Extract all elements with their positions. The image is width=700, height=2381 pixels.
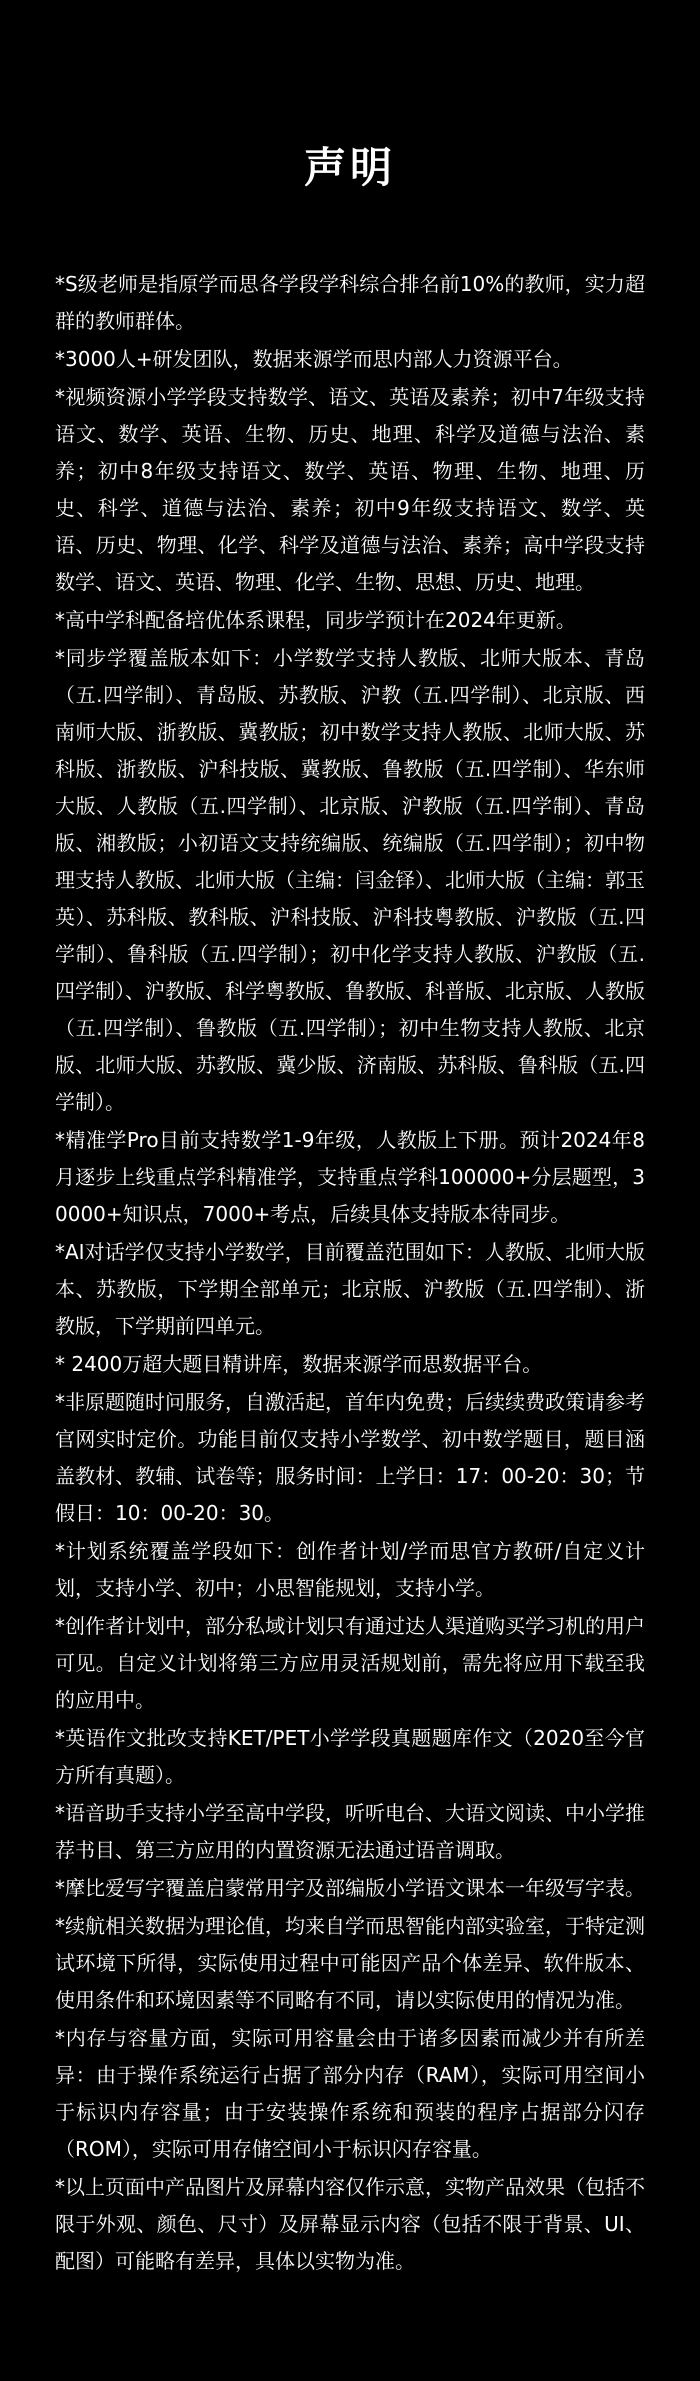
disclaimer-item: *同步学覆盖版本如下：小学数学支持人教版、北师大版本、青岛（五.四学制）、青岛版、苏教版、沪教（五.四学制）、北京版、西南师大版、浙教版、冀教版；初中数学支持人教版、北师大版、苏科版、浙教版、沪科技版、冀教版、鲁教版（五.四学制）、华东师大版、人教版（五.四学制）、北京版、沪教版（五.四学制）、青岛版、湘教版；小初语文支持统编版、统编版（五.四学制）；初中物理支持人教版、北师大版（主编：闫金铎）、北师大版（主编：郭玉英）、苏科版、教科版、沪科技版、沪科技粤教版、沪教版（五.四学制）、鲁科版（五.四学制）；初中化学支持人教版、沪教版（五.四学制）、沪教版、科学粤教版、鲁教版、科普版、北京版、人教版（五.四学制）、鲁教版（五.四学制）；初中生物支持人教版、北京版、北师大版、苏教版、冀少版、济南版、苏科版、鲁科版（五.四学制）。 (55, 646, 645, 1114)
disclaimer-item: *语音助手支持小学至高中学段，听听电台、大语文阅读、中小学推荐书目、第三方应用的内置资源无法通过语音调取。 (55, 1801, 645, 1862)
page-title: 声明 (303, 143, 396, 192)
disclaimer-item: *视频资源小学学段支持数学、语文、英语及素养；初中7年级支持语文、数学、英语、生物、历史、地理、科学及道德与法治、素养；初中8年级支持语文、数学、英语、物理、生物、地理、历史、科学、道德与法治、素养；初中9年级支持语文、数学、英语、历史、物理、化学、科学及道德与法治、素养；高中学段支持数学、语文、英语、物理、化学、生物、思想、历史、地理。 (55, 385, 645, 594)
disclaimer-item: *内存与容量方面，实际可用容量会由于诸多因素而减少并有所差异：由于操作系统运行占据了部分内存（RAM），实际可用空间小于标识内存容量；由于安装操作系统和预装的程序占据部分闪存（ROM），实际可用存储空间小于标识闪存容量。 (55, 2026, 645, 2161)
disclaimer-item: *英语作文批改支持KET/PET小学学段真题题库作文（2020至今官方所有真题）。 (55, 1726, 645, 1787)
disclaimer-item: *精准学Pro目前支持数学1-9年级，人教版上下册。预计2024年8月逐步上线重点学科精准学，支持重点学科100000+分层题型，30000+知识点，7000+考点，后续具体支持版本待同步。 (55, 1128, 645, 1226)
disclaimer-item: *高中学科配备培优体系课程，同步学预计在2024年更新。 (55, 608, 576, 632)
disclaimer-item: *摩比爱写字覆盖启蒙常用字及部编版小学语文课本一年级写字表。 (55, 1876, 645, 1900)
disclaimer-item: *S级老师是指原学而思各学段学科综合排名前10%的教师，实力超群的教师群体。 (55, 272, 645, 333)
disclaimer-item: *AI对话学仅支持小学数学，目前覆盖范围如下：人教版、北师大版本、苏教版，下学期全部单元；北京版、沪教版（五.四学制）、浙教版，下学期前四单元。 (55, 1240, 645, 1338)
disclaimer-item: * 2400万超大题目精讲库，数据来源学而思数据平台。 (55, 1352, 543, 1376)
disclaimer-item: *以上页面中产品图片及屏幕内容仅作示意，实物产品效果（包括不限于外观、颜色、尺寸）及屏幕显示内容（包括不限于背景、UI、配图）可能略有差异，具体以实物为准。 (55, 2175, 645, 2273)
disclaimer-item: *非原题随时问服务，自激活起，首年内免费；后续续费政策请参考官网实时定价。功能目前仅支持小学数学、初中数学题目，题目涵盖教材、教辅、试卷等；服务时间：上学日：17：00-20：30；节假日：10：00-20：30。 (55, 1390, 645, 1525)
disclaimer-list (55, 266, 645, 2280)
disclaimer-item: *续航相关数据为理论值，均来自学而思智能内部实验室，于特定测试环境下所得，实际使用过程中可能因产品个体差异、软件版本、使用条件和环境因素等不同略有不同，请以实际使用的情况为准。 (55, 1914, 645, 2012)
disclaimer-item: *创作者计划中，部分私域计划只有通过达人渠道购买学习机的用户可见。自定义计划将第三方应用灵活规划前，需先将应用下载至我的应用中。 (55, 1614, 645, 1712)
disclaimer-item: *计划系统覆盖学段如下：创作者计划/学而思官方教研/自定义计划，支持小学、初中；小思智能规划，支持小学。 (55, 1539, 645, 1600)
disclaimer-item: *3000人+研发团队，数据来源学而思内部人力资源平台。 (55, 347, 573, 371)
